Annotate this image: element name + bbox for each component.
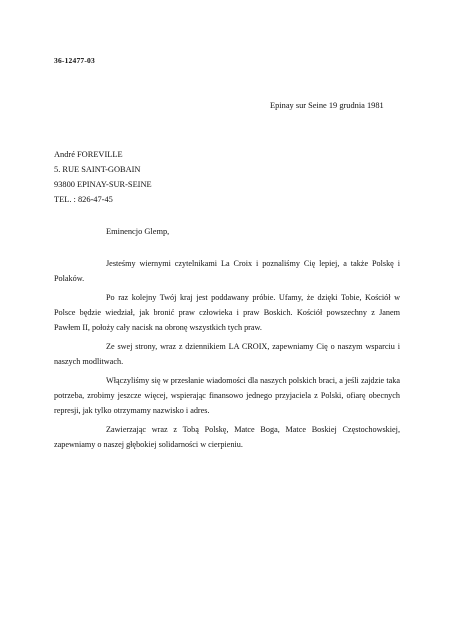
body-paragraph: Jesteśmy wiernymi czytelnikami La Croix i poznaliśmy Cię lepiej, a także Polskę i Polaków. [54,259,400,283]
dateline: Epinay sur Seine 19 grudnia 1981 [270,101,384,110]
sender-city: 93800 EPINAY-SUR-SEINE [54,180,152,189]
sender-street: 5. RUE SAINT-GOBAIN [54,165,141,174]
sender-address-block [54,147,254,207]
reference-number: 36-12477-03 [54,56,95,65]
body-paragraph: Włączyliśmy się w przesłanie wiadomości dla naszych polskich braci, a jeśli zajdzie taka potrzeba, zrobimy jeszcze więcej, wspierając finansowo jednego przyjaciela z Polski, ofiarę obecnych represji, jak tylko otrzymamy nazwisko i adres. [54,376,400,415]
salutation: Eminencjo Glemp, [106,227,170,236]
body-paragraph: Ze swej strony, wraz z dziennikiem LA CROIX, zapewniamy Cię o naszym wsparciu i naszych modlitwach. [54,342,400,366]
body-paragraph: Po raz kolejny Twój kraj jest poddawany próbie. Ufamy, że dzięki Tobie, Kościół w Polsce będzie wiedział, jak bronić praw człowieka i praw Boskich. Kościół powszechny z Janem Pawłem II, położy cały nacisk na obronę wszystkich tych praw. [54,293,400,332]
letter-body [54,256,400,456]
sender-phone: TEL. : 826-47-45 [54,195,113,204]
sender-name: André FOREVILLE [54,150,123,159]
body-paragraph: Zawierzając wraz z Tobą Polskę, Matce Boga, Matce Boskiej Częstochowskiej, zapewniamy o naszej głębokiej solidarności w cierpieniu. [54,425,400,449]
